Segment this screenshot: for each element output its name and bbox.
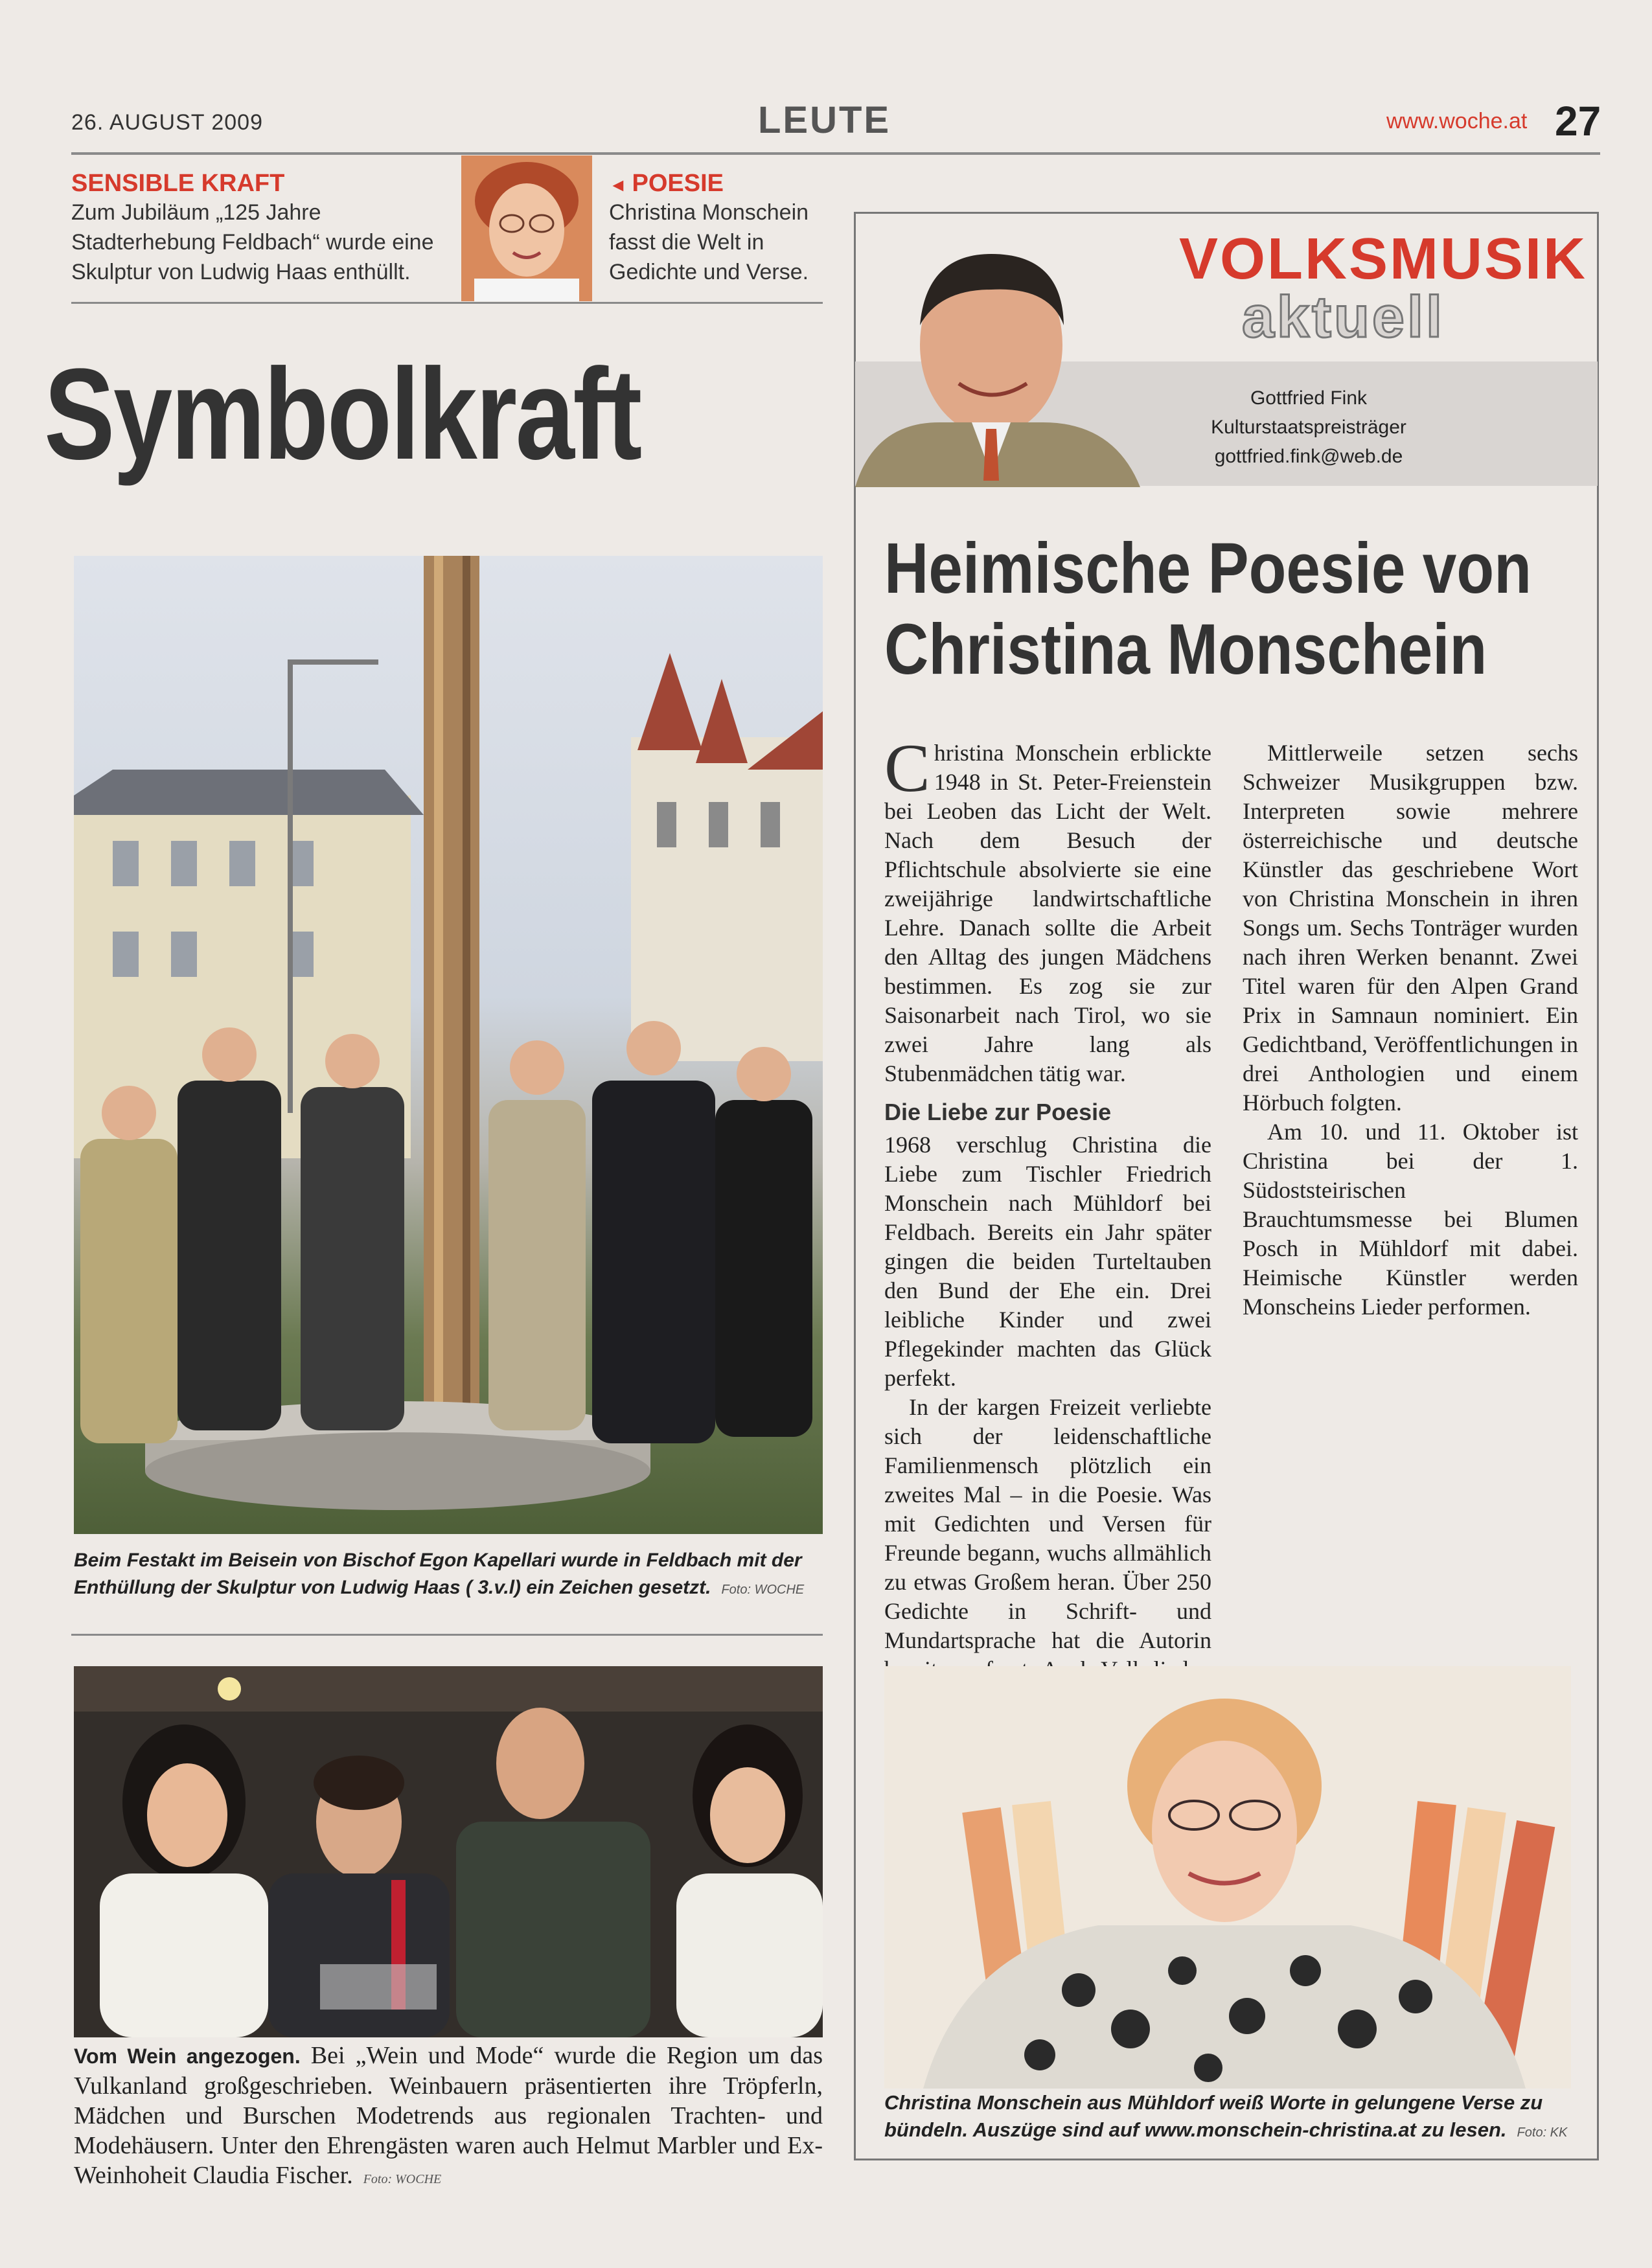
- caption-text: Bei „Wein und Mode“ wurde die Region um das Vulkanland großgeschrieben. Weinbauern präsentierten ihre Tröpferln, Mädchen und Burschen Modetrends aus regionalen Trachten- und Modehäusern. Unter den Ehrengästen waren auch Helmut Marbler und Ex-Weinhoheit Claudia Fischer.: [74, 2042, 823, 2189]
- headline-line-1: Heimische Poesie von: [884, 529, 1532, 608]
- photo-caption-wine: [74, 2041, 823, 2194]
- column-subtitle: aktuell: [1241, 285, 1445, 350]
- photo-credit: Foto: WOCHE: [363, 2172, 442, 2186]
- article-column-1: [884, 730, 1211, 1743]
- author-role: Kulturstaatspreisträger: [1211, 417, 1406, 438]
- caption-lead: Vom Wein angezogen.: [74, 2045, 301, 2068]
- header-rule: [71, 152, 1600, 155]
- teaser-rule: [71, 302, 823, 304]
- photo-caption-sculpture: [74, 1547, 823, 1603]
- paragraph: Mittlerweile setzen sechs Schweizer Musikgruppen bzw. Interpreten sowie mehrere österreichische und deutsche Künstler das geschriebene Wort von Christina Monschein in ihren Songs um. Sechs Tonträger wurden nach ihren Werken benannt. Zwei Titel waren für den Alpen Grand Prix in Samnaun nominiert. Ein Gedichtband, Veröffentlichungen in drei Anthologien und einem Hörbuch folgten.: [1243, 740, 1578, 1116]
- paragraph: In der kargen Freizeit verliebte sich der leidenschaftliche Familienmensch plötzlich ein zweites Mal – in die Poesie. Was mit Gedichten und Versen für Freunde begann, wuchs allmählich zu etwas Großem heran. Über 250 Gedichte in Schrift- und Mundartsprache hat die Autorin: [884, 1394, 1211, 1653]
- teaser-poesie[interactable]: [609, 170, 842, 287]
- author-email[interactable]: gottfried.fink@web.de: [1214, 446, 1403, 467]
- issue-date: 26. AUGUST 2009: [71, 110, 263, 135]
- article-headline-poesie: [884, 528, 1532, 690]
- photo-caption-monschein: [884, 2089, 1571, 2146]
- teaser-sensible-kraft[interactable]: [71, 170, 447, 287]
- author-name: Gottfried Fink: [1250, 387, 1368, 409]
- site-url[interactable]: www.woche.at: [1386, 109, 1528, 133]
- caption-text: Beim Festakt im Beisein von Bischof Egon Kapellari wurde in Feldbach mit der Enthüllung der Skulptur von Ludwig Haas ( 3.v.l) ein Zeichen gesetzt.: [74, 1550, 802, 1598]
- photo-credit: Foto: WOCHE: [721, 1583, 805, 1597]
- paragraph: Christina Monschein erblickte 1948 in St. Peter-Freienstein bei Leoben das Licht der Welt. Nach dem Besuch der Pflichtschule absolvierte sie eine zweijährige landwirtschaftliche Lehre. Danach sollte die Arbeit den Alltag des jungen Mädchens bestimmen. Es zog sie zur Saisonarbeit nach Tirol, wo sie zwei Jahre lang als Stubenmädchen tätig war.: [884, 730, 1211, 1086]
- teaser-text: Christina Monschein fasst die Welt in Gedichte und Verse.: [609, 200, 809, 284]
- article-headline-symbolkraft: Symbolkraft: [44, 342, 641, 487]
- teaser-kicker: SENSIBLE KRAFT: [71, 170, 285, 197]
- wine-and-fashion-photo: [74, 1666, 823, 2037]
- paragraph: Am 10. und 11. Oktober ist Christina bei der 1. Südoststeirischen Brauchtumsmesse bei Blumen Posch in Mühldorf mit dabei. Heimische Künstler werden Monscheins Lieder performen.: [1243, 1119, 1578, 1320]
- headline-line-2: Christina Monschein: [884, 610, 1487, 689]
- christina-monschein-photo: [884, 1666, 1571, 2089]
- drop-cap: C: [884, 730, 930, 806]
- page-number: 27: [1555, 98, 1601, 144]
- teaser-portrait-photo: [461, 155, 592, 301]
- section-divider: [71, 1634, 823, 1636]
- photo-credit: Foto: KK: [1517, 2125, 1568, 2140]
- caption-text: Christina Monschein aus Mühldorf weiß Worte in gelungene Verse zu bündeln. Auszüge sind auf www.monschein-christina.at zu lesen.: [884, 2091, 1543, 2141]
- teaser-kicker: ◄ POESIE: [609, 170, 842, 198]
- section-title: LEUTE: [758, 99, 891, 141]
- teaser-text: Zum Jubiläum „125 Jahre Stadterhebung Feldbach“ wurde eine Skulptur von Ludwig Haas enthüllt.: [71, 200, 434, 284]
- paragraph: 1968 verschlug Christina die Liebe zum Tischler Friedrich Monschein nach Mühldorf bei Feldbach. Bereits ein Jahr später gingen die beiden Turteltauben den Bund der Ehe ein. Drei leibliche Kinder und zwei Pflegekinder machten das Glück perfekt.: [884, 1132, 1211, 1391]
- article-column-2: [1243, 739, 1578, 1322]
- sculpture-unveiling-photo: [74, 556, 823, 1534]
- author-block: [1160, 384, 1458, 471]
- column-title: VOLKSMUSIK: [1178, 227, 1587, 292]
- article-subhead: Die Liebe zur Poesie: [884, 1099, 1112, 1125]
